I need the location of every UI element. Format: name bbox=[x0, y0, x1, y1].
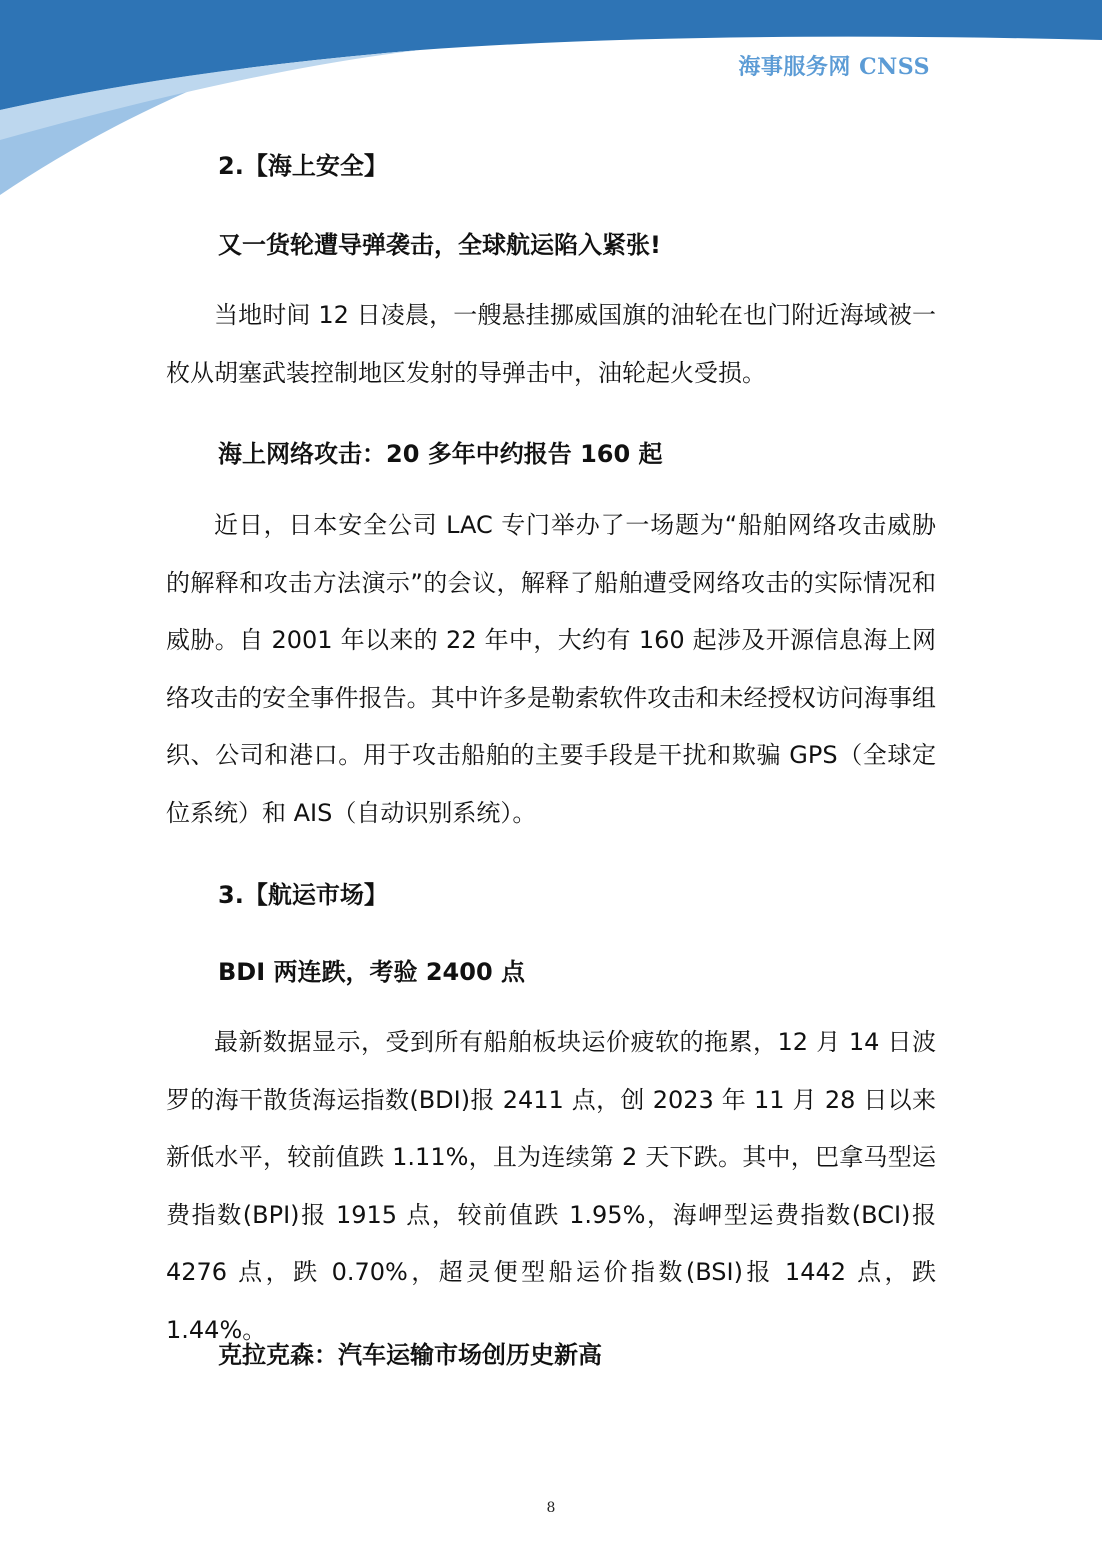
article-title-bdi: BDI 两连跌，考验 2400 点 bbox=[218, 958, 526, 986]
section-heading-maritime-safety: 2.【海上安全】 bbox=[218, 152, 388, 180]
brand-logo-text: 海事服务网 CNSS bbox=[738, 54, 930, 80]
section-heading-shipping-market: 3.【航运市场】 bbox=[218, 881, 388, 909]
article-title-clarksons: 克拉克森：汽车运输市场创历史新高 bbox=[218, 1341, 602, 1369]
header-banner bbox=[0, 0, 1102, 210]
article-body-cyber-attack: 近日，日本安全公司 LAC 专门举办了一场题为“船舶网络攻击威胁的解释和攻击方法演示”的会议，解释了船舶遭受网络攻击的实际情况和威胁。自 2001 年以来的 22 年中，大约有 160 起涉及开源信息海上网络攻击的安全事件报告。其中许多是勒索软件攻击和未经授权访问海事组织、公司和港口。用于攻击船舶的主要手段是干扰和欺骗 GPS（全球定位系统）和 AIS（自动识别系统）。 bbox=[166, 511, 936, 827]
page-number: 8 bbox=[546, 1500, 556, 1516]
article-body-missile-attack: 当地时间 12 日凌晨，一艘悬挂挪威国旗的油轮在也门附近海域被一枚从胡塞武装控制地区发射的导弹击中，油轮起火受损。 bbox=[166, 301, 936, 387]
article-title-cyber-attack: 海上网络攻击：20 多年中约报告 160 起 bbox=[218, 440, 663, 468]
article-title-missile-attack: 又一货轮遭导弹袭击，全球航运陷入紧张! bbox=[218, 231, 661, 259]
article-body-bdi: 最新数据显示，受到所有船舶板块运价疲软的拖累，12 月 14 日波罗的海干散货海运指数(BDI)报 2411 点，创 2023 年 11 月 28 日以来新低水平，较前值跌 1.11%，且为连续第 2 天下跌。其中，巴拿马型运费指数(BPI)报 1915 点，较前值跌 1.95%，海岬型运费指数(BCI)报 4276 点，跌 0.70%，超灵便型船运价指数(BSI)报 1442 点，跌 1.44%。 bbox=[166, 1028, 936, 1344]
